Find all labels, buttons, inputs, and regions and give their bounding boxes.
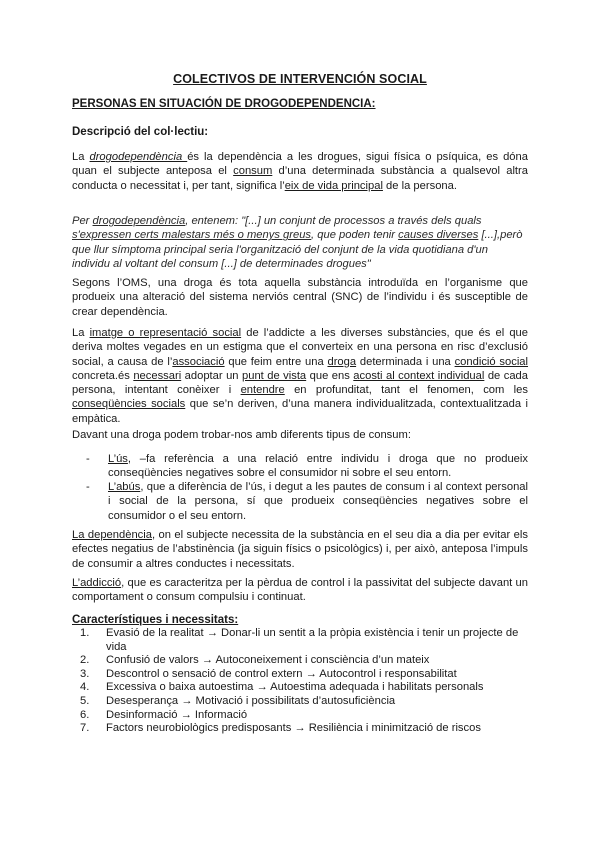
list-item-abus: - L’abús, que a diferència de l’ús, i degut a les pautes de consum i al context personal i social de la persona, sí que produeix conseqüències negatives sobre el consumidor o el seu entorn. (86, 481, 528, 522)
description-heading: Descripció del col·lectiu: (72, 126, 209, 138)
list-item: 5. Desesperança → Motivació i possibilitats d’autosuficiència (80, 694, 396, 707)
paragraph-social-image: La imatge o representació social de l’addicte a les diverses substàncies, que és el que deriva moltes vegades en un estigma que el converteix en una persona en risc d’exclusió social, a causa de l’associació que feim entre una droga determinada i una condició social concreta.és necessari adoptar un punt de vista que ens acosti al context individual de cada persona, intentant conèixer i entendre en profunditat, tant el fenomen, com les conseqüències socials que se’n deriven, d’una manera individualitzada, contextualitzada i empàtica. (72, 327, 529, 425)
list-item: 3. Descontrol o sensació de control extern → Autocontrol i responsabilitat (80, 667, 457, 680)
term-consum: consum (233, 165, 273, 178)
characteristics-heading: Característiques i necessitats: (72, 614, 239, 626)
term-eix-de-vida: eix de vida principal (284, 179, 383, 192)
document-title: COLECTIVOS DE INTERVENCIÓN SOCIAL (173, 72, 427, 86)
paragraph-oms: Segons l’OMS, una droga és tota aquella substància introduïda en l’organisme que produeix una alteració del sistema nerviós central (SNC) de l’individu i és susceptible de crear dependència. (72, 277, 528, 318)
list-item: 6. Desinformació → Informació (80, 708, 248, 721)
section-title: PERSONAS EN SITUACIÓN DE DROGODEPENDENCIA: (72, 98, 376, 110)
list-item: 4. Excessiva o baixa autoestima → Autoestima adequada i habilitats personals (80, 681, 484, 694)
list-item: 7. Factors neurobiològics predisposants → Resiliència i minimització de riscos (80, 722, 481, 735)
list-item: 1. Evasió de la realitat → Donar-li un sentit a la pròpia existència i tenir un projecte de vida (80, 627, 519, 653)
paragraph-dependencia: La dependència, on el subjecte necessita de la substància en el seu dia a dia per evitar els efectes negatius de l’abstinència (ja siguin físics o psicològics) i, per això, anteposa l’impuls de consumir a altres conductes i necessitats. (72, 529, 528, 570)
list-item: 2. Confusió de valors → Autoconeixement i consciència d’un mateix (80, 654, 430, 667)
paragraph-definition: La drogodependència és la dependència a les drogues, sigui física o psíquica, es dóna quan el subjecte anteposa el consum d’una determinada substància a qualsevol altra conducta o necessitat i, per tant, significa l’eix de vida principal de la persona. (72, 151, 528, 192)
list-item-us: - L’ús, –fa referència a una relació entre individu i droga que no produeix conseqüències negatives sobre el consumidor ni sobre el seu entorn. (86, 453, 528, 480)
quote-paragraph: Per drogodependència, entenem: "[...] un conjunt de processos a través dels quals s'expressen certs malestars més o menys greus, que poden tenir causes diverses [...],però que llur símptoma principal seria l'organització del conjunt de la vida quotidiana d'un individu al voltant del consum [...] de determinades drogues" (72, 215, 523, 270)
paragraph-consum-types: Davant una droga podem trobar-nos amb diferents tipus de consum: (72, 429, 411, 441)
paragraph-addiccio: L’addicció, que es caracteritza per la pèrdua de control i la passivitat del subjecte davant un comportament o consum compulsiu i continuat. (72, 577, 528, 604)
characteristics-list (72, 627, 528, 736)
term-drogodependencia: drogodependència (89, 151, 188, 163)
